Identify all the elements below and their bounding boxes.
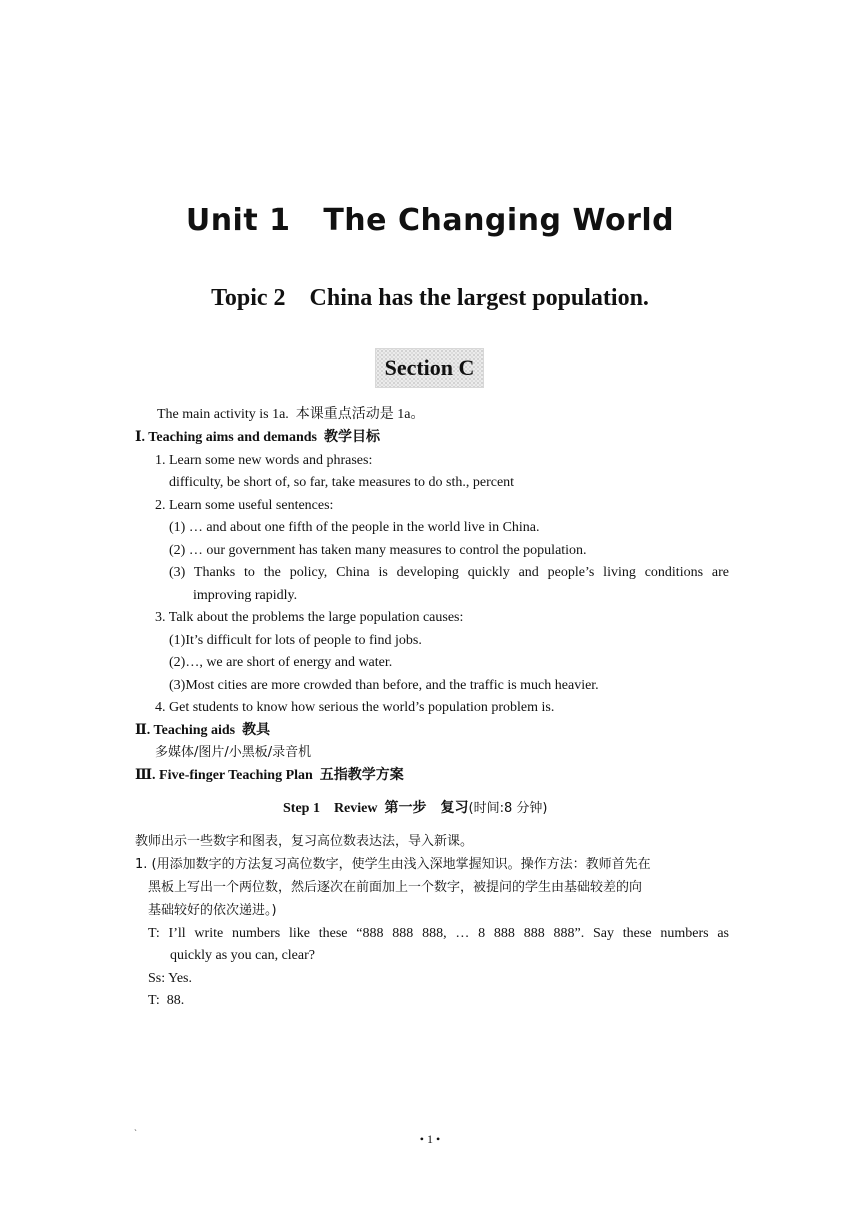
teacher-line-2: T: 88. [148,993,185,1008]
footer-mark: ` [134,1128,137,1138]
page-number: • 1 • [419,1132,441,1146]
teacher-line-1: T: I’ll write numbers like these “888 888 888, … 8 888 888 888”. Say these numbers as [148,926,729,941]
aim-2-sentence-3-line-2: improving rapidly. [193,588,298,603]
aim-3-sentence-3: (3)Most cities are more crowded than before, and the traffic is much heavier. [169,678,599,693]
aim-1-title: 1. Learn some new words and phrases: [155,453,373,468]
section-label [375,348,484,388]
body-paragraph-2-line-3: 基础较好的依次递进。) [148,903,277,918]
body-paragraph-2-line-2: 黑板上写出一个两位数，然后逐次在前面加上一个数字，被提问的学生由基础较差的向 [148,880,643,895]
teaching-plan-heading: Ⅲ. Five-finger Teaching Plan 五指教学方案 [135,768,404,783]
unit-title: Unit 1 The Changing World [185,203,675,238]
aim-3-sentence-2: (2)…, we are short of energy and water. [169,655,393,670]
step-1-heading [283,800,547,818]
topic-title: Topic 2 China has the largest population. [211,285,649,311]
step-1-time: (时间:8 分钟) [468,801,548,816]
body-paragraph-2-line-1: 1. (用添加数字的方法复习高位数字，使学生由浅入深地掌握知识。操作方法：教师首先在 [135,857,651,872]
teaching-aids-heading: Ⅱ. Teaching aids 教具 [135,723,271,738]
step-1-title: Step 1 Review 第一步 复习 [283,801,469,816]
section-label-text: Section C [384,355,475,380]
body-paragraph-1: 教师出示一些数字和图表，复习高位数表达法，导入新课。 [135,834,474,849]
students-line-1: Ss: Yes. [148,971,192,986]
teaching-aims-heading: Ⅰ. Teaching aims and demands 教学目标 [135,430,380,445]
aim-2-sentence-3-line-1: (3) Thanks to the policy, China is developing quickly and people’s living conditions are [169,565,729,580]
aim-2-sentence-1: (1) … and about one fifth of the people in the world live in China. [169,520,540,535]
aim-3-title: 3. Talk about the problems the large population causes: [155,610,464,625]
aim-2-title: 2. Learn some useful sentences: [155,498,334,513]
aim-4: 4. Get students to know how serious the world’s population problem is. [155,700,555,715]
aim-3-sentence-1: (1)It’s difficult for lots of people to find jobs. [169,633,422,648]
aim-1-words: difficulty, be short of, so far, take measures to do sth., percent [169,475,515,490]
intro-line: The main activity is 1a. 本课重点活动是 1a。 [157,407,425,422]
teacher-line-1-cont: quickly as you can, clear? [170,948,315,963]
teaching-aids-list: 多媒体/图片/小黑板/录音机 [155,745,312,760]
aim-2-sentence-2: (2) … our government has taken many measures to control the population. [169,543,587,558]
